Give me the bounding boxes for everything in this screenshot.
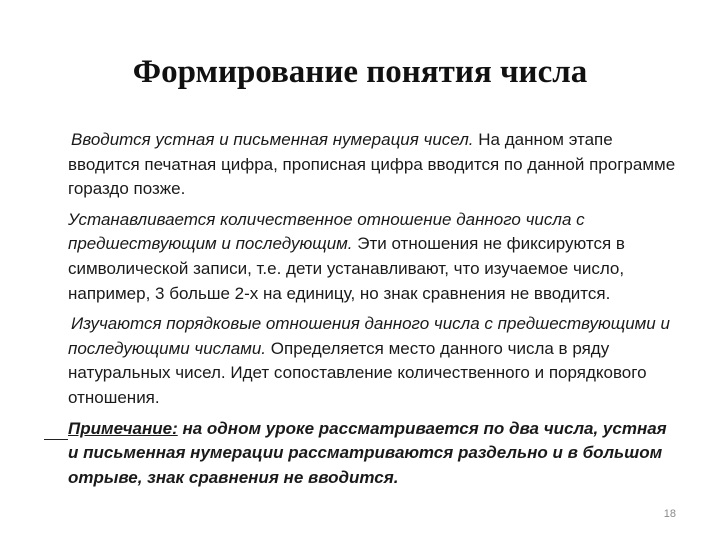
paragraph-ordinal-relation bbox=[68, 312, 678, 410]
paragraph-lead: Устанавливается количественное отношение данного числа с предшествующим и последующим. bbox=[68, 209, 585, 254]
slide-title: Формирование понятия числа bbox=[132, 54, 588, 90]
paragraph-text: Эти отношения не фиксируются в символической записи, т.е. дети устанавливают, что изучаемое число, например, 3 больше 2-х на единицу, но знак сравнения не вводится. bbox=[68, 234, 625, 303]
paragraph-text: На данном этапе вводится печатная цифра, прописная цифра вводится по данной программе гораздо позже. bbox=[68, 130, 676, 199]
note-text: на одном уроке рассматривается по два числа, устная и письменная нумерации рассматриваются раздельно и в большом отрыве, знак сравнения не вводится. bbox=[68, 418, 667, 487]
note-label: Примечание: bbox=[68, 418, 178, 438]
paragraph-quantitative-relation bbox=[68, 208, 678, 306]
note-paragraph bbox=[68, 417, 678, 491]
page-number: 18 bbox=[663, 508, 676, 520]
paragraph-lead: Изучаются порядковые отношения данного числа с предшествующими и последующими числами. bbox=[68, 314, 670, 358]
paragraph-lead: Вводится устная и письменная нумерация чисел. bbox=[71, 130, 474, 149]
paragraph-text: Определяется место данного числа в ряду натуральных чисел. Идет сопоставление количественного и порядкового отношения. bbox=[68, 338, 647, 407]
note-underline-divider bbox=[44, 439, 68, 440]
slide-body bbox=[68, 128, 678, 490]
paragraph-numbering bbox=[68, 128, 678, 202]
